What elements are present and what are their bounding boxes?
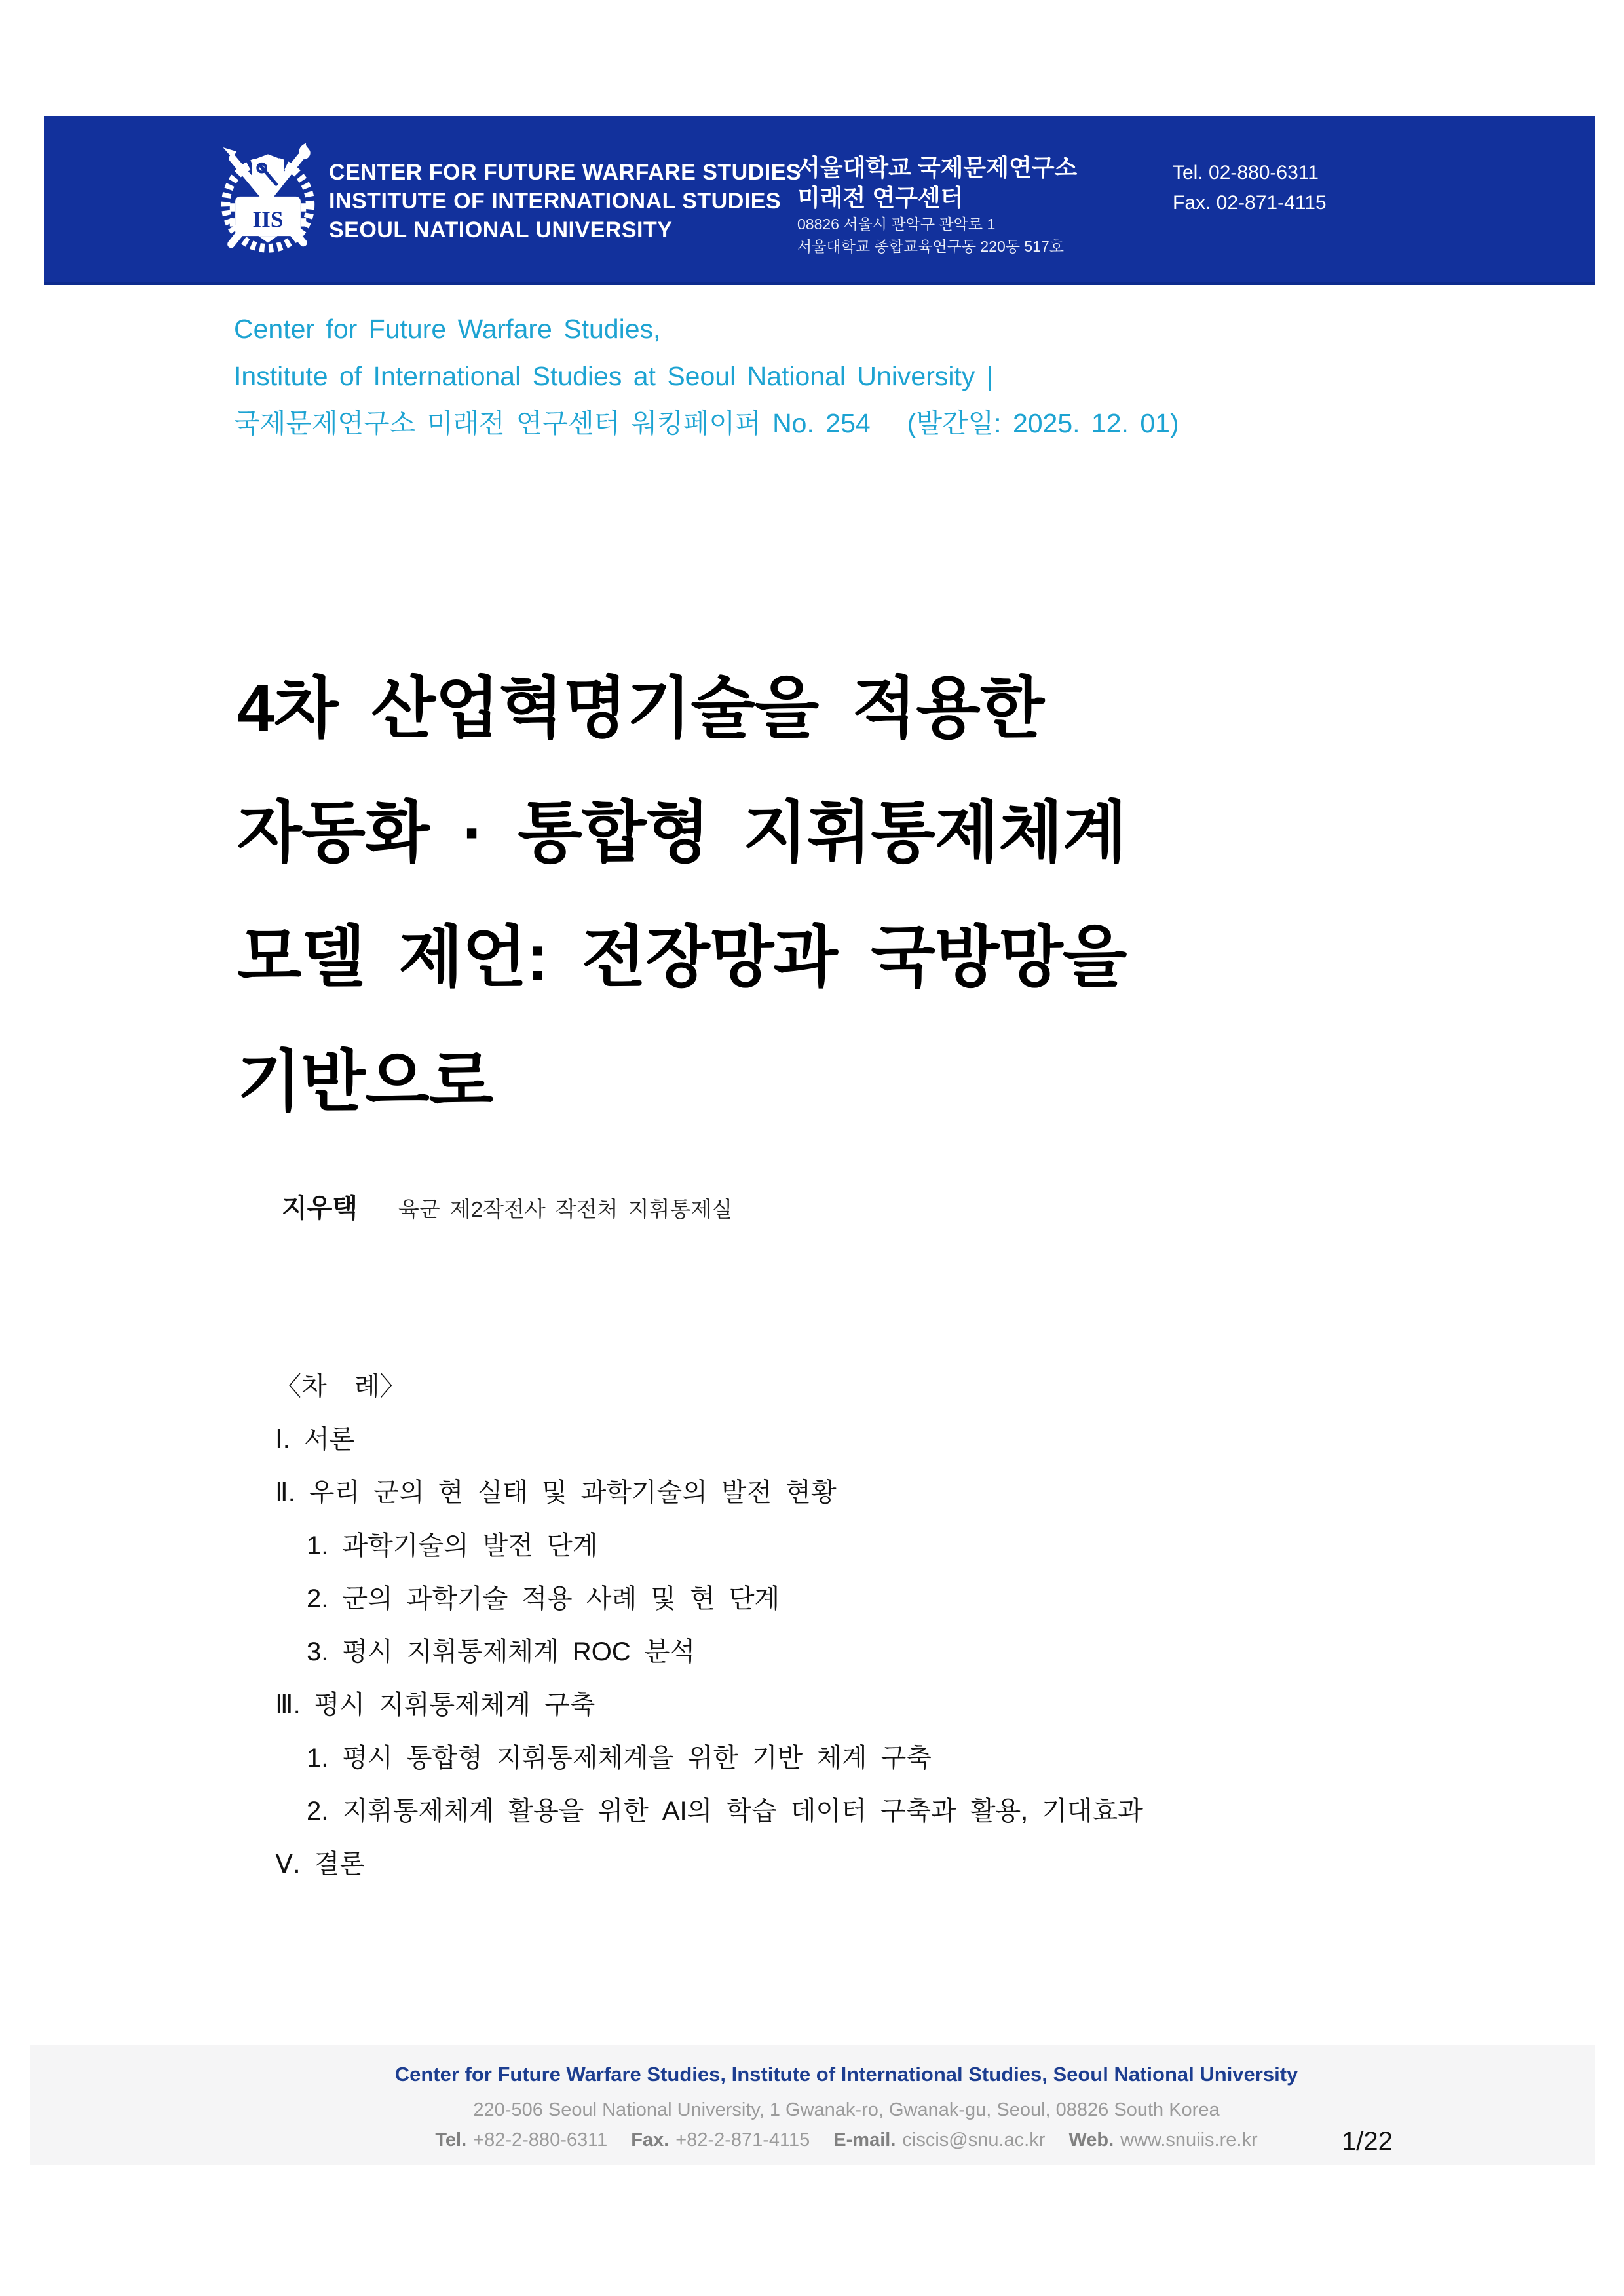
footer-org-line: Center for Future Warfare Studies, Institute of International Studies, Seoul National University xyxy=(394,2063,1298,2086)
footer-web-label: Web. xyxy=(1068,2130,1114,2151)
paper-title-line-1: 4차 산업혁명기술을 적용한 xyxy=(237,671,1044,746)
working-paper-info xyxy=(234,305,1179,447)
header-fax: Fax. 02-871-4115 xyxy=(1173,192,1327,214)
publication-date: (발간일: 2025. 12. 01) xyxy=(907,408,1179,438)
org-kr-address-1: 08826 서울시 관악구 관악로 1 xyxy=(797,216,996,233)
org-kr-line-1: 서울대학교 국제문제연구소 xyxy=(797,154,1078,181)
org-kr-line-2: 미래전 연구센터 xyxy=(797,184,964,211)
org-en-line-2: INSTITUTE OF INTERNATIONAL STUDIES xyxy=(329,189,782,214)
snu-iis-logo-icon xyxy=(216,140,320,259)
footer-web-value: www.snuiis.re.kr xyxy=(1120,2130,1258,2151)
working-paper-info-line-1: Center for Future Warfare Studies, xyxy=(234,314,661,344)
toc-item: Ⅰ. 서론 xyxy=(275,1425,355,1454)
org-en-line-3: SEOUL NATIONAL UNIVERSITY xyxy=(329,218,673,242)
org-en-line-1: CENTER FOR FUTURE WARFARE STUDIES xyxy=(329,160,802,185)
working-paper-info-line-3 xyxy=(234,400,1179,447)
header-tel: Tel. 02-880-6311 xyxy=(1173,162,1319,183)
org-name-kr xyxy=(797,153,1077,258)
toc-heading: 〈차 례〉 xyxy=(275,1372,406,1401)
paper-title-line-2: 자동화 · 통합형 지휘통제체계 xyxy=(237,795,1127,870)
working-paper-info-line-2: Institute of International Studies at Seoul National University | xyxy=(234,361,994,391)
toc-item: Ⅱ. 우리 군의 현 실태 및 과학기술의 발전 현황 xyxy=(275,1478,837,1507)
footer-email-value: ciscis@snu.ac.kr xyxy=(902,2130,1046,2151)
logo-iis-text: IIS xyxy=(252,206,284,233)
org-name-en xyxy=(329,158,801,244)
toc-item: 1. 평시 통합형 지휘통제체계을 위한 기반 체계 구축 xyxy=(307,1744,932,1772)
toc-item: 1. 과학기술의 발전 단계 xyxy=(307,1531,598,1560)
toc-item: Ⅴ. 결론 xyxy=(275,1850,365,1879)
author-line xyxy=(282,1187,732,1225)
header-band xyxy=(44,116,1595,285)
toc-item: Ⅲ. 평시 지휘통제체계 구축 xyxy=(275,1691,595,1719)
toc-item: 2. 지휘통제체계 활용을 위한 AI의 학습 데이터 구축과 활용, 기대효과 xyxy=(307,1797,1143,1826)
paper-title-line-3: 모델 제언: 전장망과 국방망을 xyxy=(237,920,1127,995)
table-of-contents xyxy=(275,1358,1143,1888)
paper-title xyxy=(237,646,1126,1144)
toc-item: 3. 평시 지휘통제체계 ROC 분석 xyxy=(307,1637,696,1666)
toc-item: 2. 군의 과학기술 적용 사례 및 현 단계 xyxy=(307,1584,780,1613)
footer-fax-label: Fax. xyxy=(631,2130,670,2151)
footer-email-label: E-mail. xyxy=(833,2130,896,2151)
footer-tel-label: Tel. xyxy=(435,2130,467,2151)
paper-title-line-4: 기반으로 xyxy=(237,1044,493,1119)
author-affiliation: 육군 제2작전사 작전처 지휘통제실 xyxy=(398,1197,733,1221)
footer-tel-value: +82-2-880-6311 xyxy=(473,2130,608,2151)
org-kr-address-2: 서울대학교 종합교육연구동 220동 517호 xyxy=(797,238,1064,255)
header-contact xyxy=(1173,158,1327,218)
working-paper-number: 국제문제연구소 미래전 연구센터 워킹페이퍼 No. 254 xyxy=(234,408,871,438)
author-name: 지우택 xyxy=(282,1194,358,1223)
page-number: 1/22 xyxy=(1342,2127,1393,2156)
footer-fax-value: +82-2-871-4115 xyxy=(675,2130,810,2151)
footer-address: 220-506 Seoul National University, 1 Gwanak-ro, Gwanak-gu, Seoul, 08826 South Korea xyxy=(473,2099,1220,2120)
